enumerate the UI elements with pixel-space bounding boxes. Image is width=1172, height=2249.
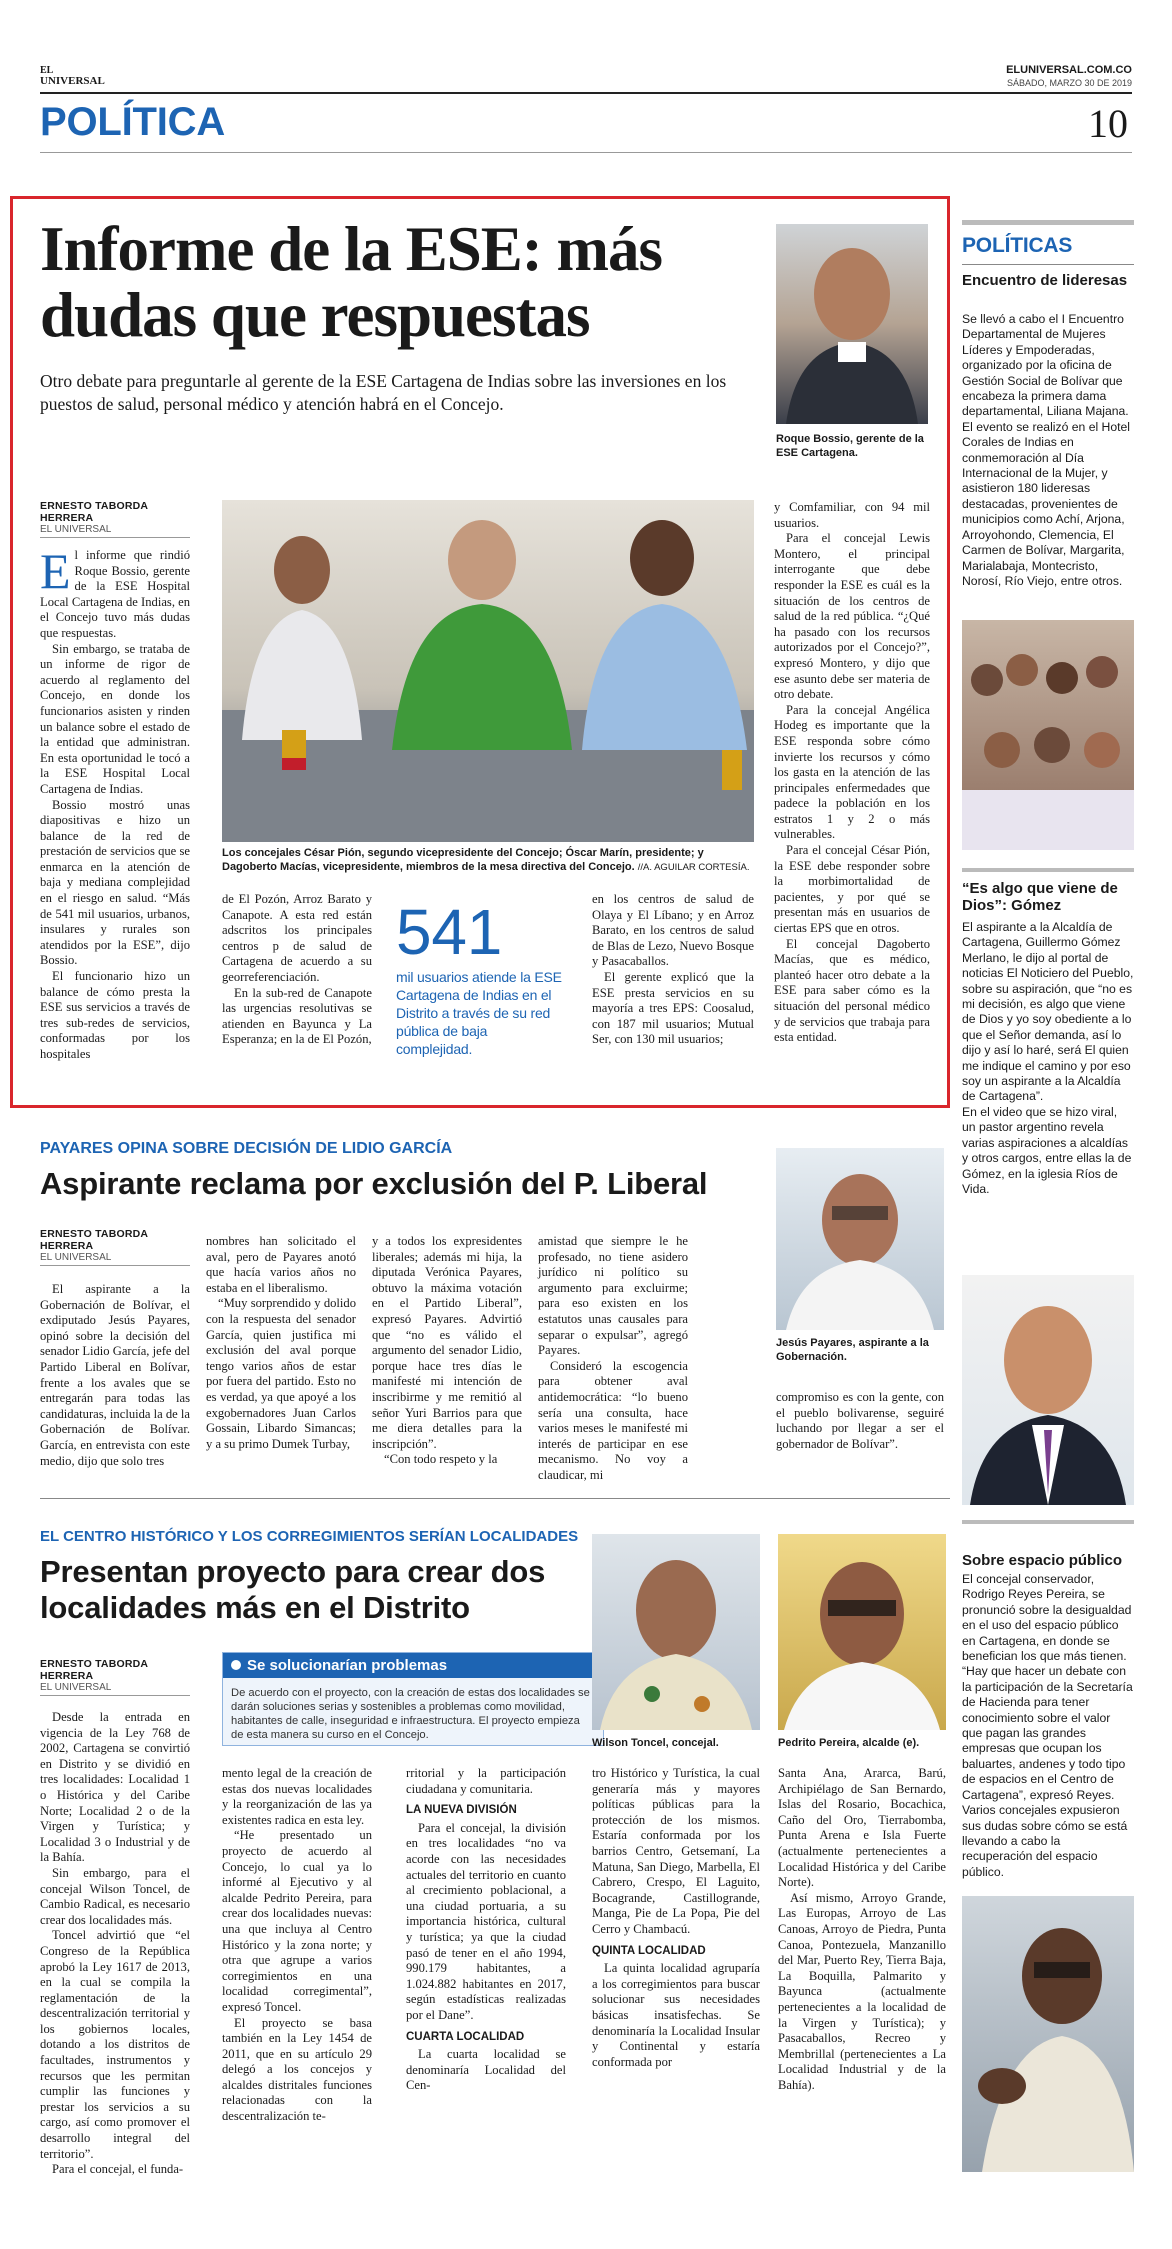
article3-column-3: rritorial y la participación ciudadana y comunitaria. LA NUEVA DIVISIÓN Para el concejal, la división en tres localidades “no va acorde con las necesidades actuales del territorio en cuanto al crecimiento poblacional, a una ciudad portuaria, a su importancia histórica, cultural y turística; ya que la ciudad pasó de tener en el año 1994, 990.179 habitantes, a 1.024.882 habitantes en 2017, según estadísticas realizadas por el Dane”. CUARTA LOCALIDAD La cuarta localidad se denominaría Localidad del Cen- xyxy=(406,1766,566,2093)
article-ese xyxy=(40,210,930,1100)
article3-kicker: EL CENTRO HISTÓRICO Y LOS CORREGIMIENTOS SERÍAN LOCALIDADES xyxy=(40,1528,579,1545)
article3-column-4: tro Histórico y Turística, la cual generaría más y mayores políticas públicas para la protección de los mismos. Estaría conformada por los barrios Centro, Getsemaní, La Matuna, San Diego, Marbella, El Cabrero, Crespo, El Laguito, Bocagrande, Castillogrande, Manga, Pie de La Popa, Pie del Cerro y Chambacú. QUINTA LOCALIDAD La quinta localidad agruparía a los corregimientos para buscar solucionar sus necesidades básicas insatisfechas. Se denominaría la Localidad Insular y Continental y estaría conformada por xyxy=(592,1766,760,2069)
article2-column-3: y a todos los expresidentes liberales; además mi hija, la diputada Verónica Payares, obtuvo la máxima votación en el Partido Liberal”, expresó Payares. Advirtió que “no es válido el argumento del senador Lidio, porque hace tres días le manifesté mi intención de inscribirme y me remitió al señor Yuri Barrios para que me diera detalles para la inscripción”. “Con todo respeto y la xyxy=(372,1234,522,1467)
photo-caption: Los concejales César Pión, segundo vicepresidente del Concejo; Óscar Marín, presidente; y Dagoberto Macías, vicepresidente, miembros de la mesa directiva del Concejo. //A. AGUILAR CORTESÍA. xyxy=(222,847,750,873)
subhead-cuarta-localidad: CUARTA LOCALIDAD xyxy=(406,2030,525,2043)
photo1-caption: Wilson Toncel, concejal. xyxy=(592,1737,719,1749)
sidebar-item3-text: El concejal conservador, Rodrigo Reyes Pereira, se pronunció sobre la desigualdad en el uso del espacio público en Cartagena, en donde se benefician los que más tienen. “Hay que hacer un debate con la participación de la Secretaría de Hacienda para tener conocimiento sobre el valor que pagan las grandes empresas que ocupan los baluartes, andenes y todo tipo de espacios en el Centro de Cartagena”, expresó Reyes. Varios concejales expusieron sus dudas sobre cómo se está llevando a cabo la recuperación del espacio público. xyxy=(962,1572,1133,1879)
sidebar-item1-text: Se llevó a cabo el I Encuentro Departamental de Mujeres Líderes y Empoderadas, organizado por la oficina de Gestión Social de Bolívar que encabeza la primera dama departamental, Liliana Majana. El evento se realizó en el Hotel Corales de Indias en conmemoración al Día Internacional de la Mujer, y asistieron 180 lideresas destacadas, provenientes de municipios como Achí, Arjona, Arroyohondo, Clemencia, El Carmen de Bolívar, Margarita, Marialabaja, Montecristo, Norosí, Río Viejo, entre otros. xyxy=(962,312,1131,588)
person-portrait-icon xyxy=(776,1148,944,1330)
info-box-header: Se solucionarían problemas xyxy=(223,1653,603,1678)
person-portrait-icon xyxy=(962,1275,1134,1505)
stat-text: mil usuarios atiende la ESE Cartagena de Indias en el Distrito a través de su red pública de baja complejidad. xyxy=(396,969,562,1057)
subhead-quinta-localidad: QUINTA LOCALIDAD xyxy=(592,1944,706,1957)
article2-column-5: compromiso es con la gente, con el pueblo bolivarense, seguiré luchando por llegar a ser el gobernador de Bolívar”. xyxy=(776,1390,944,1451)
sidebar-divider-2 xyxy=(962,1520,1134,1524)
drop-cap: E xyxy=(40,543,71,599)
issue-date: SÁBADO, MARZO 30 DE 2019 xyxy=(1006,78,1132,88)
article3-column-1: Desde la entrada en vigencia de la Ley 768 de 2002, Cartagena se convirtió en Distrito y se dividió en tres localidades: Localidad 1 o Histórica y del Caribe Norte; Localidad 2 o de la Virgen y Turística; y Localidad 3 o Industrial y de la Bahía. Sin embargo, para el concejal Wilson Toncel, de Cambio Radical, es necesario crear dos localidades más. Toncel advirtió que “el Congreso de la República aprobó la Ley 1617 de 2013, en la cual se compila la reglamentación de la descentralización territorial y los gobiernos locales, dotando a los distritos de facultades, instrumentos y recursos que les permitan cumplir las funciones y prestar los servicios a su cargo, así como promover el desarrollo integral del territorio”. Para el concejal, el funda- xyxy=(40,1710,190,2177)
article2-kicker: PAYARES OPINA SOBRE DECISIÓN DE LIDIO GARCÍA xyxy=(40,1140,453,1157)
photo-credit: //A. AGUILAR CORTESÍA. xyxy=(637,862,750,873)
sidebar xyxy=(962,220,1134,2230)
photo2-caption: Pedrito Pereira, alcalde (e). xyxy=(778,1737,920,1749)
roque-bossio-photo xyxy=(776,224,928,424)
sidebar-item2-title: “Es algo que viene de Dios”: Gómez xyxy=(962,880,1118,914)
masthead xyxy=(40,60,1132,152)
article-column-4: y Comfamiliar, con 94 mil usuarios. Para el concejal Lewis Montero, el principal interrogante que debe responder la ESE es cuál es la situación de los centros de salud de la red pública. “¿Qué ha pasado con los recursos autorizados por el Concejo?”, expresó Montero, y dijo que ese asunto debe ser materia de otro debate. Para la concejal Angélica Hodeg es importante que la ESE responda sobre cómo invierte los recursos y cómo los gasta en la atención de las principales enfermedades que padece la población en los estratos 1 y 2 o más vulnerables. Para el concejal César Pión, la ESE debe responder sobre la morbimortalidad de pacientes, y por qué se presentan más en usuarios de ciertas EPS que en otros. El concejal Dagoberto Macías, que es médico, planteó hacer otro debate a la ESE para saber cómo es la situación del personal médico y de servicios que trabaja para esta entidad. xyxy=(774,500,930,1045)
stat-callout xyxy=(396,896,566,1058)
article2-byline: ERNESTO TABORDA HERRERA EL UNIVERSAL xyxy=(40,1228,190,1266)
article-payares xyxy=(40,1136,950,1496)
council-photo xyxy=(222,500,754,842)
article-title: Informe de la ESE: más dudas que respuestas xyxy=(40,214,662,350)
gomez-photo xyxy=(962,1275,1134,1505)
article3-column-2: mento legal de la creación de estas dos nuevas localidades y la reorganización de las ya existentes radica en esta ley. “He presentado un proyecto de acuerdo al Concejo, lo cual ya lo informé al Ejecutivo y al alcalde Pedrito Pereira, para crear dos localidades nuevas: una que incluya al Centro Histórico y la zona norte; y otra que agrupe a varios corregimientos en una localidad corregimental”, expresó Toncel. El proyecto se basa también en la Ley 1454 de 2011, que en su artículo 29 delegó a los concejos y alcaldes distritales funciones relacionadas con la descentralización te- xyxy=(222,1766,372,2124)
sidebar-header-rule xyxy=(962,264,1134,265)
article2-bottom-rule xyxy=(40,1498,950,1499)
person-speaking-icon xyxy=(962,1896,1134,2172)
lideresas-photo xyxy=(962,620,1134,850)
sidebar-header: POLÍTICAS xyxy=(962,234,1073,257)
article-column-2: de El Pozón, Arroz Barato y Canapote. A esta red están adscritos los principales centros p de salud de Cartagena de acuerdo a su georreferenciación. En la sub-red de Canapote las urgencias resolutivas se atienden en Bayunca y La Esperanza; en la de El Pozón, xyxy=(222,892,372,1047)
masthead-rule xyxy=(40,92,1132,94)
article-localidades xyxy=(40,1524,950,2236)
wilson-toncel-photo xyxy=(592,1534,760,1730)
site-url[interactable]: ELUNIVERSAL.COM.CO xyxy=(1006,64,1132,76)
payares-photo xyxy=(776,1148,944,1330)
article2-column-1: El aspirante a la Gobernación de Bolívar, el exdiputado Jesús Payares, opinó sobre la decisión del senador Lidio García, jefe del Partido Liberal en Bolívar, frente a los avales que se entregarán para todas las candidaturas, incluida la de la Gobernación de Bolívar. García, en entrevista con este medio, dijo que solo tres xyxy=(40,1282,191,1468)
bullet-icon xyxy=(231,1660,241,1670)
section-title: POLÍTICA xyxy=(40,100,226,144)
article-column-1: El informe que rindió Roque Bossio, gerente de la ESE Hospital Local Cartagena de Indias, en el Concejo tuvo más dudas que respuestas. Sin embargo, se trataba de un informe de rigor de acuerdo al reglamento del Concejo, en donde los funcionarios asisten y rinden un balance sobre el estado de la entidad que administran. En esta oportunidad le tocó a la ESE Hospital Local Cartagena de Indias. Bossio mostró unas diapositivas e hizo un balance de la red de prestación de servicios que se enmarca en la atención de baja y mediana complejidad en el riesgo en salud. “Más de 541 mil usuarios, urbanos, insulares y rurales son atendidos por la ESE”, dijo Bossio. El funcionario hizo un balance de cómo presta la ESE sus servicios a través de tres sub-redes de servicios, conformadas por los hospitales xyxy=(40,543,191,1061)
page-number: 10 xyxy=(1088,101,1128,146)
masthead-bottom-rule xyxy=(40,152,1132,153)
article3-column-5: Santa Ana, Ararca, Barú, Archipiélago de San Bernardo, Islas del Rosario, Bocachica, Caño del Oro, Tierrabomba, Punta Arena e Isla Fuerte (actualmente pertenecientes a Localidad Histórica y del Caribe Norte). Así mismo, Arroyo Grande, Las Europas, Arroyo de Las Canoas, Arroyo de Piedra, Punta Canoa, Pontezuela, Manzanillo del Mar, Puerto Rey, Tierra Baja, La Boquilla, Palmarito y Bayunca (actualmente pertenecientes a la localidad de la Virgen y Turística); y Pasacaballos, Recreo y Membrillal (pertenecientes a La Localidad Industrial y de la Bahía). xyxy=(778,1766,946,2092)
stat-number: 541 xyxy=(396,896,503,968)
article2-column-2: nombres han solicitado el aval, pero de Payares anotó que hacía varios años no estaba en el liberalismo. “Muy sorprendido y dolido con la respuesta del senador García, quien justifica mi exclusión del aval porque tengo varios años de estar por fuera del partido. Esto no es verdad, ya que apoyé a los exgobernadores Juan Carlos Gossain, Libardo Simancas; y a su primo Dumek Turbay, xyxy=(206,1234,356,1451)
article2-title: Aspirante reclama por exclusión del P. Liberal xyxy=(40,1166,708,1201)
article3-byline: ERNESTO TABORDA HERRERA EL UNIVERSAL xyxy=(40,1658,190,1696)
article2-column-4: amistad que siempre le he profesado, no tiene asidero jurídico ni político su argumento para excluirme; para eso existen en los estatutos unas causales para separar o expulsar”, agregó Payares. Consideró la escogencia para obtener aval antidemocrática: “lo bueno sería una consulta, hace varios meses le manifesté mi interés de participar en ese mecanismo. No voy a claudicar, mi xyxy=(538,1234,688,1482)
pedrito-pereira-photo xyxy=(778,1534,946,1730)
person-portrait-icon xyxy=(778,1534,946,1730)
council-members-illustration xyxy=(222,500,754,842)
byline: ERNESTO TABORDA HERRERA EL UNIVERSAL xyxy=(40,500,190,538)
portrait-caption: Roque Bossio, gerente de la ESE Cartagena. xyxy=(776,433,924,459)
article2-photo-caption: Jesús Payares, aspirante a la Gobernación. xyxy=(776,1337,929,1363)
article-column-3: en los centros de salud de Olaya y El Líbano; y en Arroz Barato, en los centros de salud de Blas de Lezo, Nuevo Bosque y Pasacaballos. El gerente explicó que la ESE presta servicios en su mayoría a tres EPS: Coosalud, con 187 mil usuarios; Mutual Ser, con 130 mil usuarios; xyxy=(592,892,754,1047)
sidebar-top-rule xyxy=(962,220,1134,225)
subhead-nueva-division: LA NUEVA DIVISIÓN xyxy=(406,1804,517,1817)
sidebar-item1-title: Encuentro de lideresas xyxy=(962,272,1128,289)
info-box-text: De acuerdo con el proyecto, con la creación de estas dos localidades se darán soluciones serias y sostenibles a problemas como movilidad, habitantes de calle, inseguridad e infraestructura. El proyecto empieza de esta manera su curso en el Concejo. xyxy=(231,1687,590,1741)
sidebar-divider-1 xyxy=(962,868,1134,872)
article3-title: Presentan proyecto para crear dos localidades más en el Distrito xyxy=(40,1554,546,1625)
crowd-illustration xyxy=(962,620,1134,850)
info-box xyxy=(222,1652,604,1746)
person-portrait-icon xyxy=(592,1534,760,1730)
rodrigo-reyes-photo xyxy=(962,1896,1134,2172)
article-dek: Otro debate para preguntarle al gerente de la ESE Cartagena de Indias sobre las inversiones en los puestos de salud, personal médico y atención habrá en el Concejo. xyxy=(40,371,727,414)
newspaper-logo: EL UNIVERSAL xyxy=(40,65,105,87)
person-silhouette-icon xyxy=(776,224,928,424)
sidebar-item2-text: El aspirante a la Alcaldía de Cartagena, Guillermo Gómez Merlano, le dijo al portal de noticias El Noticiero del Pueblo, sobre su aspiración, que “no es mi decisión, es algo que viene de Dios y yo soy obediente a lo que el Señor demanda, así lo dijo y así lo haré, será El quien me indique el camino y por eso soy un aspirante a la Alcaldía de Cartagena”. En el video que se hizo viral, un pastor argentino revela varias aspiraciones a alcaldías y otros cargos, entre ellas la de Gómez, en la iglesia Ríos de Vida. xyxy=(962,920,1134,1196)
sidebar-item3-title: Sobre espacio público xyxy=(962,1552,1123,1569)
